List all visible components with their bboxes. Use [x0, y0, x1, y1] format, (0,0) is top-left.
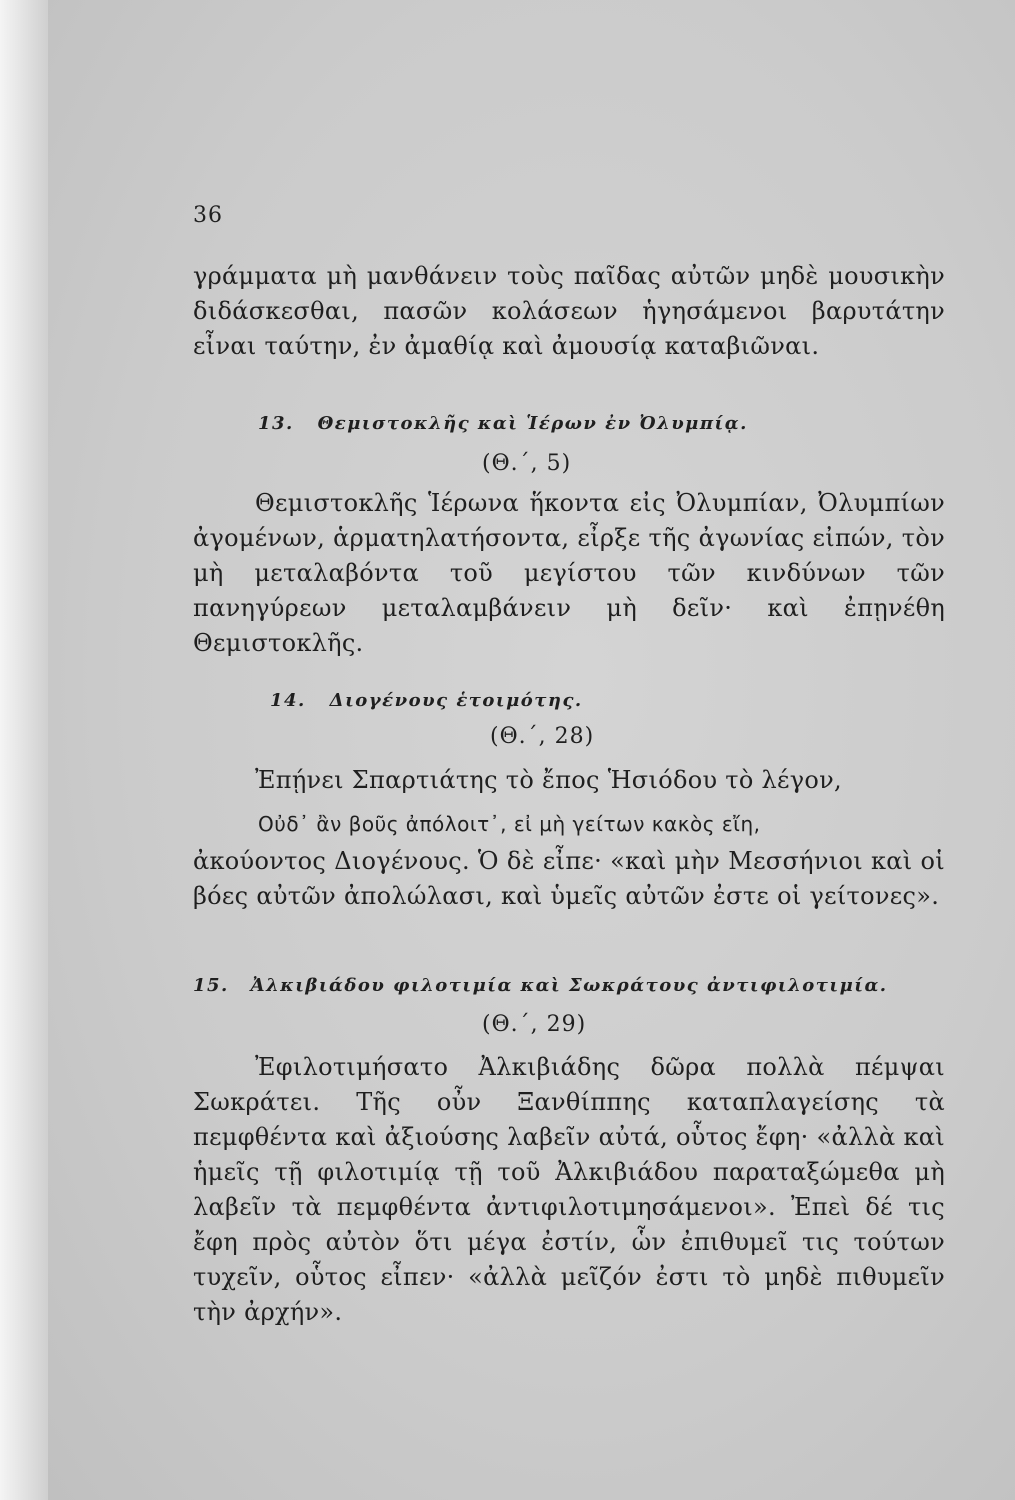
section-13-title: Θεμιστοκλῆς καὶ Ἱέρων ἐν Ὀλυμπίᾳ.: [317, 413, 748, 434]
section-15-heading: [193, 975, 888, 996]
section-14-verse: Οὐδ᾽ ἂν βοῦς ἀπόλοιτ᾽, εἰ μὴ γείτων κακὸς εἴη,: [258, 812, 761, 836]
section-14-number: 14.: [270, 690, 306, 711]
section-14-body: ἀκούοντος Διογένους. Ὁ δὲ εἶπε· «καὶ μὴν Μεσσήνιοι καὶ οἱ βόες αὐτῶν ἀπολώλασι, καὶ ὑμεῖς αὐτῶν ἐστε οἱ γείτονες».: [193, 847, 945, 910]
page-edge: [0, 0, 48, 1500]
section-15-reference: (Θ.΄, 29): [482, 1012, 587, 1037]
section-14-title: Διογένους ἑτοιμότης.: [329, 690, 583, 711]
section-14-intro: Ἐπῄνει Σπαρτιάτης τὸ ἔπος Ἡσιόδου τὸ λέγον,: [255, 766, 842, 794]
section-15-number: 15.: [193, 975, 229, 996]
page-number: 36: [193, 203, 223, 228]
section-13-reference: (Θ.΄, 5): [482, 451, 572, 476]
section-13-number: 13.: [258, 413, 294, 434]
section-13-body: Θεμιστοκλῆς Ἱέρωνα ἥκοντα εἰς Ὀλυμπίαν, Ὀλυμπίων ἀγομένων, ἁρματηλατήσοντα, εἶρξε τῆς ἀγωνίας εἰπών, τὸν μὴ μεταλαβόντα τοῦ μεγίστου τῶν κινδύνων τῶν πανηγύρεων μεταλαμβάνειν μὴ δεῖν· καὶ ἐπῃνέθη Θεμιστοκλῆς.: [193, 489, 945, 657]
opening-paragraph: γράμματα μὴ μανθάνειν τοὺς παῖδας αὐτῶν μηδὲ μουσικὴν διδάσκεσθαι, πασῶν κολάσεων ἡγησάμενοι βαρυτάτην εἶναι ταύτην, ἐν ἀμαθίᾳ καὶ ἀμουσίᾳ καταβιῶναι.: [193, 262, 945, 360]
section-15-body: Ἐφιλοτιμήσατο Ἀλκιβιάδης δῶρα πολλὰ πέμψαι Σωκράτει. Τῆς οὖν Ξανθίππης καταπλαγείσης τὰ πεμφθέντα καὶ ἀξιούσης λαβεῖν αὐτά, οὗτος ἔφη· «ἀλλὰ καὶ ἡμεῖς τῇ φιλοτιμίᾳ τῇ τοῦ Ἀλκιβιάδου παραταξώμεθα μὴ λαβεῖν τὰ πεμφθέντα ἀντιφιλοτιμησάμενοι». Ἐπεὶ δέ τις ἔφη πρὸς αὐτὸν ὅτι μέγα ἐστίν, ὧν ἐπιθυμεῖ τις τούτων τυχεῖν, οὗτος εἶπεν· «ἀλλὰ μεῖζόν ἐστι τὸ μηδὲ πιθυμεῖν τὴν ἀρχήν».: [193, 1053, 945, 1326]
section-14-heading: [270, 690, 583, 711]
section-13-heading: [258, 413, 748, 434]
section-14-reference: (Θ.΄, 28): [490, 724, 595, 749]
section-15-title: Ἀλκιβιάδου φιλοτιμία καὶ Σωκράτους ἀντιφιλοτιμία.: [250, 975, 888, 996]
